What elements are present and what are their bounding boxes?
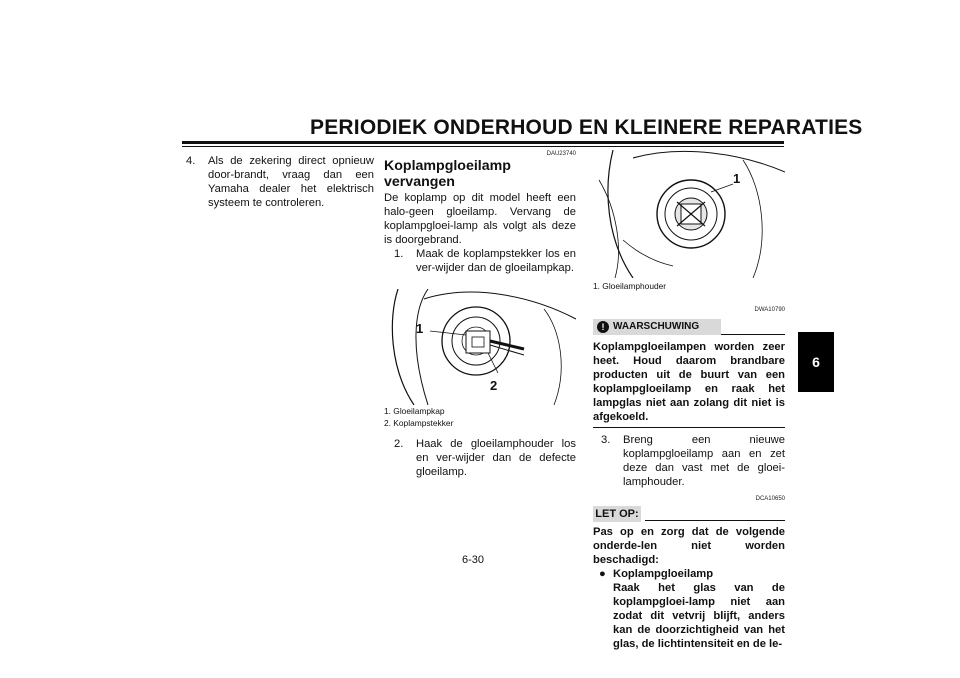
note-code: DCA10650 xyxy=(755,496,785,502)
step-3 xyxy=(601,433,785,489)
note-badge: LET OP: xyxy=(593,506,641,522)
step-2 xyxy=(394,437,576,479)
header-rule xyxy=(182,141,784,144)
step-text: Breng een nieuwe koplampgloeilamp aan en zet deze dan vast met de gloei-lamphouder. xyxy=(623,434,785,488)
warning-text: Koplampgloeilampen worden zeer heet. Houd daarom brandbare producten uit de buurt van een koplampgloeilamp en raak het lampglas niet aan zolang dit niet is afgekoeld. xyxy=(593,341,785,423)
step-number: 1. xyxy=(394,248,404,260)
chapter-tab: 6 xyxy=(798,332,834,392)
bullet-title: Koplampgloeilamp xyxy=(613,568,714,580)
callout-1: 1 xyxy=(733,171,741,186)
bullet-text: Raak het glas van de koplampgloei-lamp niet aan zodat dit vetvrij blijft, anders kan de doorzichtigheid van het glas, de lichtintensiteit en de le- xyxy=(613,582,785,650)
step-1 xyxy=(394,247,576,275)
bullet-content xyxy=(613,567,785,651)
step-4 xyxy=(186,154,374,210)
callout-2: 2 xyxy=(490,378,498,393)
figure-caption-holder: 1. Gloeilamphouder xyxy=(593,281,667,291)
warning-icon: ! xyxy=(597,321,609,333)
column-middle xyxy=(384,150,576,479)
column-left xyxy=(186,154,374,210)
intro-paragraph: De koplamp op dit model heeft een halo-geen gloeilamp. Vervang de koplampgloei-lamp als volgt als deze is doorgebrand. xyxy=(384,192,576,246)
warning-end-rule xyxy=(593,427,785,428)
step-text: Haak de gloeilamphouder los en ver-wijder dan de defecte gloeilamp. xyxy=(416,438,576,478)
column-right xyxy=(593,150,785,651)
warning-code: DWA10790 xyxy=(754,307,785,313)
warning-rule xyxy=(721,334,785,335)
step-text: Maak de koplampstekker los en ver-wijder dan de gloeilampkap. xyxy=(416,248,576,274)
warning-header xyxy=(593,318,785,336)
figure-bulb-cover xyxy=(384,289,576,405)
callout-1: 1 xyxy=(416,321,424,336)
figure-bulb-holder xyxy=(593,150,785,278)
page-header-title: PERIODIEK ONDERHOUD EN KLEINERE REPARATIES xyxy=(310,116,863,139)
step-number: 2. xyxy=(394,438,404,450)
page-number: 6-30 xyxy=(462,554,485,566)
step-text: Als de zekering direct opnieuw door-brandt, vraag dan een Yamaha dealer het elektrisch systeem te controleren. xyxy=(208,155,374,209)
warning-badge xyxy=(593,319,721,335)
section-heading: Koplampgloeilamp vervangen xyxy=(384,158,511,190)
note-rule xyxy=(645,520,785,521)
section-code: DAU23740 xyxy=(546,151,576,157)
bullet-icon: ● xyxy=(599,568,606,580)
header-rule-thin xyxy=(182,146,784,147)
figure-caption-1: 1. Gloeilampkap xyxy=(384,406,445,416)
warning-label: WAARSCHUWING xyxy=(613,321,700,332)
illustration-bulb-holder xyxy=(593,150,785,278)
figure-caption-2: 2. Koplampstekker xyxy=(384,418,454,428)
note-intro: Pas op en zorg dat de volgende onderde-len niet worden beschadigd: xyxy=(593,526,785,566)
note-bullet xyxy=(593,567,785,651)
note-header xyxy=(593,505,785,523)
step-number: 3. xyxy=(601,434,611,446)
illustration-headlamp-cover xyxy=(384,289,576,405)
step-number: 4. xyxy=(186,155,196,167)
